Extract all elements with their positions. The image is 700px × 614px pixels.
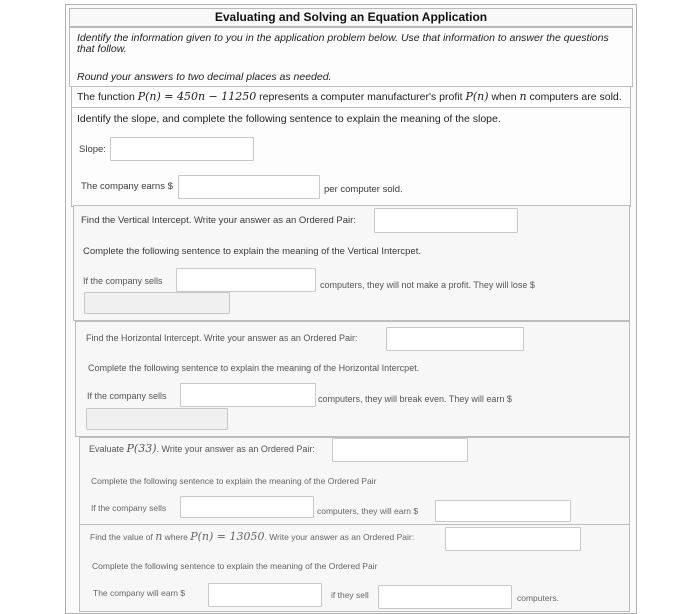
function-symbol: P(n) bbox=[465, 90, 489, 103]
vertical-pair-input[interactable] bbox=[374, 208, 518, 233]
find-n-computers: computers. bbox=[517, 593, 560, 603]
evaluate-if-sells: If the company sells bbox=[91, 503, 167, 513]
evaluate-complete: Complete the following sentence to explain the meaning of the Ordered Pair bbox=[91, 476, 377, 486]
find-n-prefix: Find the value of bbox=[90, 532, 156, 542]
evaluate-suffix: . Write your answer as an Ordered Pair: bbox=[156, 444, 315, 454]
find-n-variable: n bbox=[155, 530, 163, 543]
horizontal-pair-input[interactable] bbox=[386, 327, 524, 351]
function-middle: represents a computer manufacturer's profit bbox=[256, 91, 466, 103]
function-when: when bbox=[488, 91, 520, 103]
round-note: Round your answers to two decimal places as needed. bbox=[77, 71, 332, 83]
vertical-instruction: Find the Vertical Intercept. Write your answer as an Ordered Pair: bbox=[81, 215, 356, 226]
evaluate-sells-input[interactable] bbox=[180, 496, 314, 518]
find-n-suffix: . Write your answer as an Ordered Pair: bbox=[264, 532, 415, 542]
find-n-sell-input[interactable] bbox=[378, 585, 512, 609]
evaluate-pair-input[interactable] bbox=[332, 438, 468, 462]
horizontal-sells-input[interactable] bbox=[180, 383, 316, 407]
function-prefix: The function bbox=[77, 91, 138, 103]
find-n-company-earn: The company will earn $ bbox=[93, 588, 186, 598]
evaluate-function: P(33) bbox=[126, 442, 157, 455]
horizontal-if-sells: If the company sells bbox=[87, 391, 167, 401]
function-section bbox=[71, 86, 631, 108]
earns-label: The company earns $ bbox=[81, 181, 173, 192]
evaluate-prefix: Evaluate bbox=[89, 444, 127, 454]
vertical-complete: Complete the following sentence to explain the meaning of the Vertical Intercpet. bbox=[83, 246, 421, 257]
function-suffix: computers are sold. bbox=[526, 91, 622, 103]
per-computer-label: per computer sold. bbox=[324, 184, 403, 195]
vertical-lose-input[interactable] bbox=[84, 292, 230, 314]
find-n-instruction bbox=[90, 531, 414, 543]
find-n-where: where bbox=[162, 532, 191, 542]
horizontal-earn-input[interactable] bbox=[86, 408, 228, 430]
slope-label: Slope: bbox=[79, 144, 106, 155]
find-n-function: P(n) = 13050 bbox=[190, 530, 265, 543]
find-n-earn-input[interactable] bbox=[208, 583, 322, 607]
horizontal-complete: Complete the following sentence to explain the meaning of the Horizontal Intercpet. bbox=[88, 363, 420, 373]
horizontal-instruction: Find the Horizontal Intercept. Write your answer as an Ordered Pair: bbox=[86, 333, 358, 343]
find-n-complete: Complete the following sentence to explain the meaning of the Ordered Pair bbox=[92, 561, 378, 571]
evaluate-will-earn: computers, they will earn $ bbox=[317, 506, 419, 516]
earns-per-computer-input[interactable] bbox=[178, 175, 320, 199]
vertical-if-sells: If the company sells bbox=[83, 276, 163, 286]
slope-instruction: Identify the slope, and complete the following sentence to explain the meaning of the slope. bbox=[77, 113, 501, 125]
function-formula: P(n) = 450n − 11250 bbox=[137, 90, 257, 103]
slope-input[interactable] bbox=[110, 137, 254, 161]
evaluate-instruction bbox=[89, 443, 315, 455]
function-statement bbox=[77, 91, 622, 103]
vertical-not-profit: computers, they will not make a profit. They will lose $ bbox=[320, 280, 535, 290]
find-n-if-they-sell: if they sell bbox=[331, 590, 369, 600]
intro-line-1: Identify the information given to you in the application problem below. Use that information to answer the questions bbox=[77, 32, 609, 44]
find-n-pair-input[interactable] bbox=[445, 527, 581, 551]
intro-line-2: that follow. bbox=[77, 43, 127, 55]
page-title: Evaluating and Solving an Equation Application bbox=[69, 8, 633, 27]
evaluate-earn-input[interactable] bbox=[435, 500, 571, 522]
vertical-sells-input[interactable] bbox=[176, 268, 316, 292]
intro-section bbox=[69, 27, 633, 87]
function-variable: n bbox=[519, 90, 527, 103]
horizontal-break-even: computers, they will break even. They will earn $ bbox=[318, 394, 512, 404]
